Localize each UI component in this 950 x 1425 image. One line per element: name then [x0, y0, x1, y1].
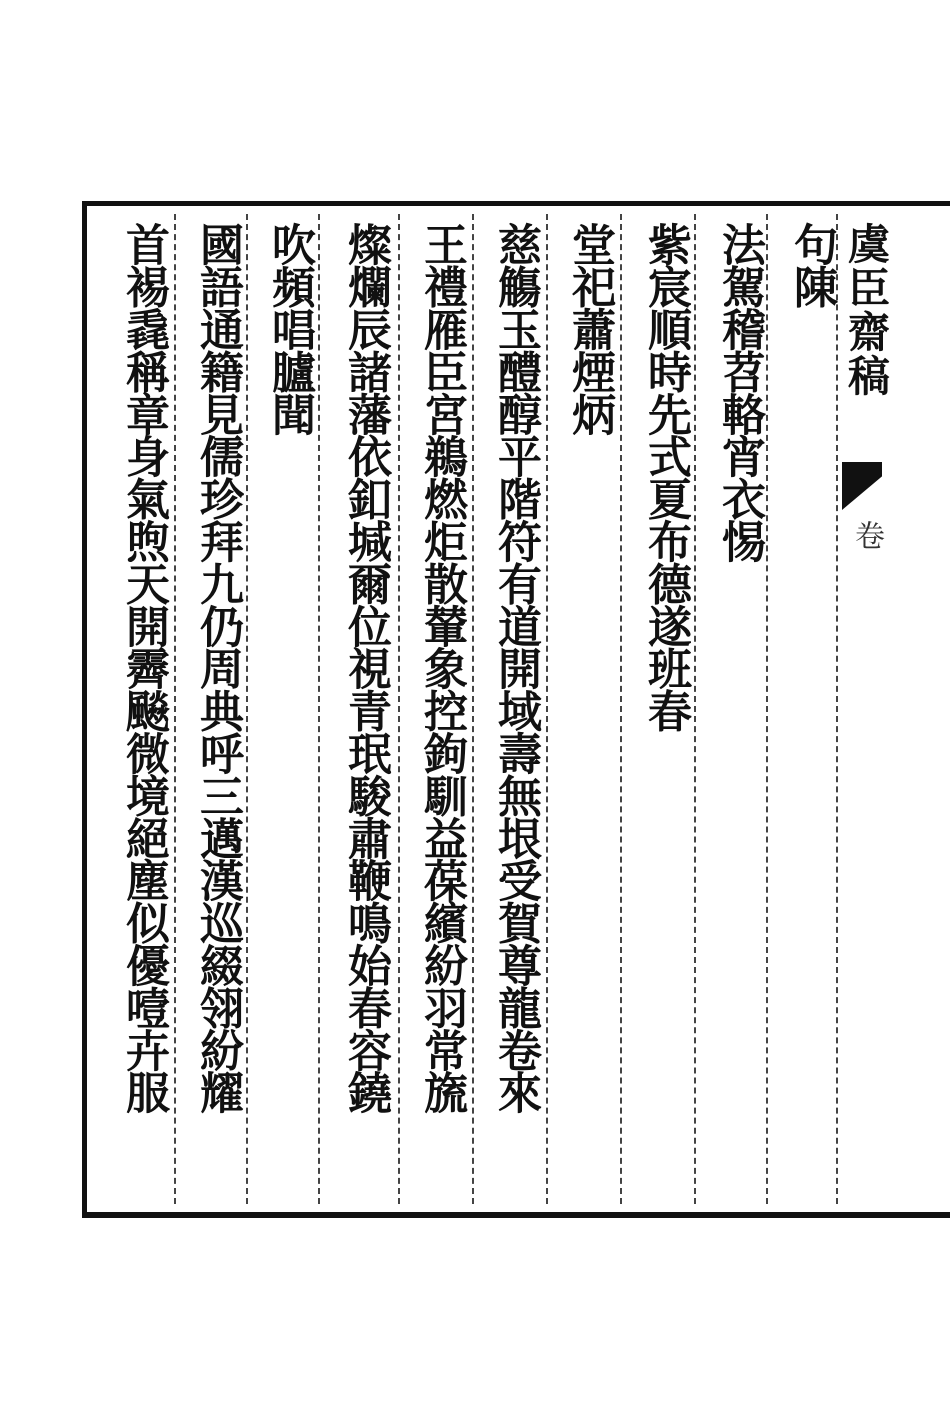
text-column: 燦爛辰諸藩依釦堿爾位視青珉駿肅鞭鳴始春容鐃	[340, 222, 391, 1113]
column-divider	[620, 214, 622, 1204]
column-divider	[472, 214, 474, 1204]
header-fragment: 卷	[849, 520, 884, 564]
text-column: 國語通籍見儒珍拜九仍周典呼三邁漢巡綴翎紛耀	[192, 222, 243, 1113]
text-column: 堂祀蕭煙炳	[564, 222, 615, 435]
text-column: 句陳	[786, 222, 837, 307]
column-divider	[546, 214, 548, 1204]
text-column: 吹頻唱臚聞	[264, 222, 315, 435]
column-divider	[318, 214, 320, 1204]
column-divider	[246, 214, 248, 1204]
text-column: 慈觴玉醴醇平階符有道開域壽無垠受賀尊龍卷來	[490, 222, 541, 1113]
text-column: 法駕稽苕輅宵衣惕	[714, 222, 765, 562]
book-title: 虞臣齋稿	[842, 222, 891, 398]
column-divider	[694, 214, 696, 1204]
column-divider	[174, 214, 176, 1204]
column-divider	[398, 214, 400, 1204]
text-column: 紫宸順時先式夏布德遂班春	[640, 222, 691, 731]
text-column: 王禮雁臣宮鵜燃炬散輦象控鉤馴益葆繽紛羽常旒	[416, 222, 467, 1113]
text-column: 首裼毳稱章身氣煦天開霽飈微境絕塵似優噎卉服	[118, 222, 169, 1113]
